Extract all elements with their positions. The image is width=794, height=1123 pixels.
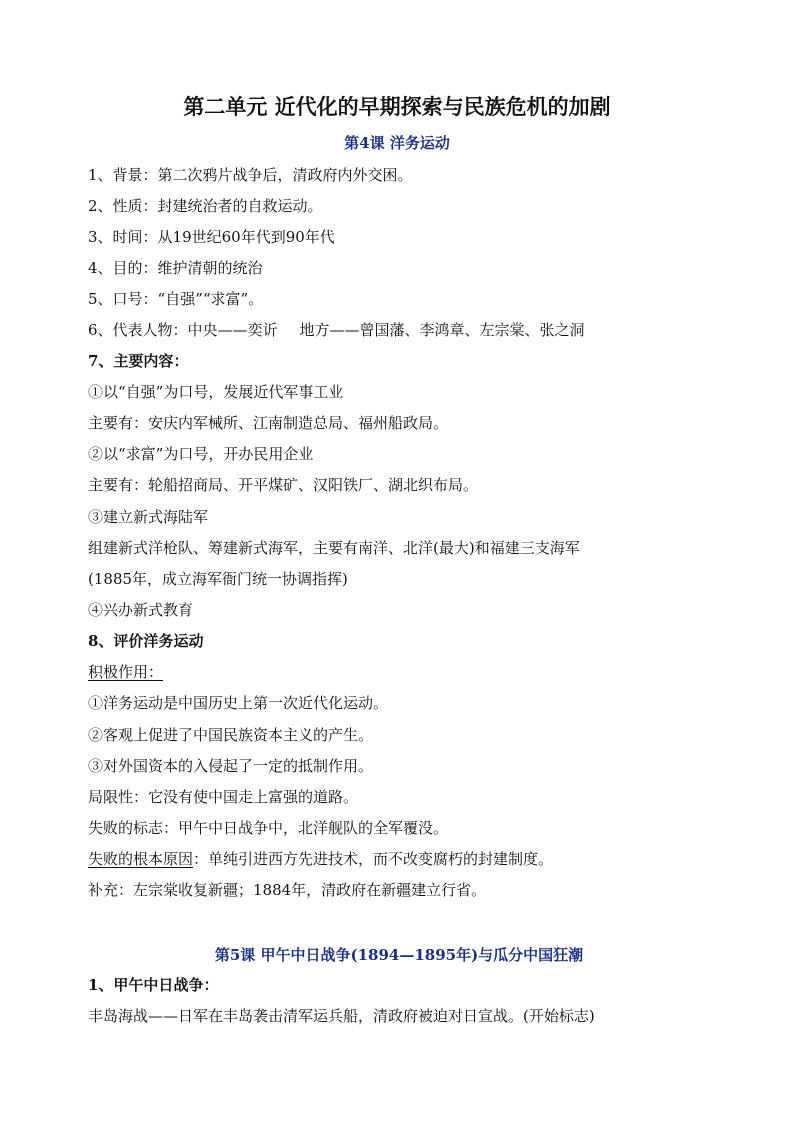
content-item-2: ②以“求富”为口号，开办民用企业 <box>88 445 314 463</box>
figures-local: 地方——曾国藩、李鸿章、左宗棠、张之洞 <box>299 321 585 339</box>
root-cause-line <box>88 848 553 870</box>
limitation-line: 局限性：它没有使中国走上富强的道路。 <box>88 788 359 806</box>
purpose-line: 4、目的：维护清朝的统治 <box>88 259 263 277</box>
positive-effect-3: ③对外国资本的入侵起了一定的抵制作用。 <box>88 757 374 775</box>
background-line: 1、背景：第二次鸦片战争后，清政府内外交困。 <box>88 166 413 184</box>
time-line: 3、时间：从19世纪60年代到90年代 <box>88 228 335 246</box>
positive-effects-heading: 积极作用： <box>88 663 164 681</box>
fengdao-battle-line: 丰岛海战——日军在丰岛袭击清军运兵船，清政府被迫对日宣战。(开始标志) <box>88 1007 595 1025</box>
root-cause-label: 失败的根本原因 <box>88 850 194 868</box>
content-item-1: ①以“自强”为口号，发展近代军事工业 <box>88 383 344 401</box>
content-item-2-detail: 主要有：轮船招商局、开平煤矿、汉阳铁厂、湖北织布局。 <box>88 476 479 494</box>
slogan-line: 5、口号：“自强”“求富”。 <box>88 290 264 308</box>
lesson-4-title: 第4课 洋务运动 <box>344 134 450 152</box>
evaluation-heading: 8、评价洋务运动 <box>88 632 204 650</box>
failure-sign-line: 失败的标志：甲午中日战争中，北洋舰队的全军覆没。 <box>88 819 449 837</box>
root-cause-text: ：单纯引进西方先进技术，而不改变腐朽的封建制度。 <box>193 850 554 868</box>
content-item-1-detail: 主要有：安庆内军械所、江南制造总局、福州船政局。 <box>88 414 449 432</box>
nature-line: 2、性质：封建统治者的自救运动。 <box>88 197 323 215</box>
content-item-4: ④兴办新式教育 <box>88 601 194 619</box>
content-heading: 7、主要内容： <box>88 352 189 370</box>
positive-effect-2: ②客观上促进了中国民族资本主义的产生。 <box>88 726 374 744</box>
war-heading: 1、甲午中日战争： <box>88 976 219 994</box>
content-item-3-note: (1885年，成立海军衙门统一协调指挥) <box>88 570 348 588</box>
lesson-5-title: 第5课 甲午中日战争(1894—1895年)与瓜分中国狂潮 <box>214 946 584 964</box>
positive-effect-1: ①洋务运动是中国历史上第一次近代化运动。 <box>88 694 389 712</box>
content-item-3: ③建立新式海陆军 <box>88 508 209 526</box>
figures-central: 6、代表人物：中央——奕䜣 <box>88 321 278 339</box>
supplement-line: 补充：左宗棠收复新疆；1884年，清政府在新疆建立行省。 <box>88 881 487 899</box>
unit-title: 第二单元 近代化的早期探索与民族危机的加剧 <box>183 94 611 119</box>
figures-line <box>88 319 585 341</box>
content-item-3-detail: 组建新式洋枪队、筹建新式海军，主要有南洋、北洋(最大)和福建三支海军 <box>88 539 580 557</box>
